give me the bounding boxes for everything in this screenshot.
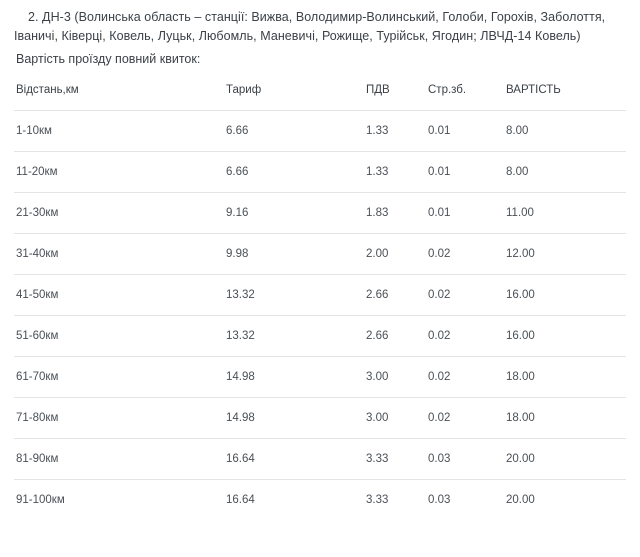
column-header-total: ВАРТІСТЬ (506, 78, 626, 111)
cell-distance: 11-20км (14, 152, 226, 193)
cell-tariff: 14.98 (226, 357, 366, 398)
cell-total: 18.00 (506, 398, 626, 439)
cell-vat: 3.00 (366, 398, 428, 439)
table-row (14, 152, 626, 193)
cell-total: 18.00 (506, 357, 626, 398)
cell-tariff: 6.66 (226, 111, 366, 152)
table-row (14, 357, 626, 398)
column-header-tariff: Тариф (226, 78, 366, 111)
cell-distance: 31-40км (14, 234, 226, 275)
table-header (14, 78, 626, 111)
cell-distance: 91-100км (16, 494, 65, 506)
table-row (14, 316, 626, 357)
cell-tariff: 16.64 (226, 494, 255, 506)
cell-insurance: 0.02 (428, 398, 506, 439)
cell-distance: 41-50км (14, 275, 226, 316)
table-header-row (14, 78, 626, 111)
cell-tariff: 13.32 (226, 316, 366, 357)
cell-vat: 1.83 (366, 193, 428, 234)
cell-total: 20.00 (506, 494, 535, 506)
fare-table (14, 78, 626, 520)
cell-total: 16.00 (506, 275, 626, 316)
cell-insurance: 0.01 (428, 193, 506, 234)
table-row (14, 439, 626, 480)
cell-total: 16.00 (506, 316, 626, 357)
cell-vat: 2.00 (366, 234, 428, 275)
cell-insurance: 0.02 (428, 234, 506, 275)
table-row (14, 480, 626, 521)
column-header-vat: ПДВ (366, 78, 428, 111)
cell-tariff: 6.66 (226, 152, 366, 193)
cell-distance: 21-30км (14, 193, 226, 234)
cell-tariff: 9.16 (226, 193, 366, 234)
cell-distance: 71-80км (14, 398, 226, 439)
cell-insurance: 0.03 (428, 439, 506, 480)
cell-insurance: 0.01 (428, 111, 506, 152)
cell-insurance: 0.03 (428, 494, 451, 506)
cell-distance: 81-90км (14, 439, 226, 480)
cell-vat: 2.66 (366, 275, 428, 316)
table-body (14, 111, 626, 521)
cell-vat: 3.00 (366, 357, 428, 398)
cell-insurance: 0.02 (428, 357, 506, 398)
cell-insurance: 0.01 (428, 152, 506, 193)
cell-total: 20.00 (506, 439, 626, 480)
cell-total: 11.00 (506, 193, 626, 234)
table-row (14, 234, 626, 275)
cell-vat: 1.33 (366, 152, 428, 193)
cell-insurance: 0.02 (428, 316, 506, 357)
page-title: 2. ДН-3 (Волинська область – станції: Вижва, Володимир-Волинський, Голоби, Горохів, Заболоття, Іваничі, Ківерці, Ковель, Луцьк, Любомль, Маневичі, Рожище, Турійськ, Ягодин; ЛВЧД-14 Ковель) (14, 10, 606, 43)
section-subtitle: Вартість проїзду повний квиток: (16, 52, 201, 66)
cell-distance: 61-70км (14, 357, 226, 398)
table-row (14, 398, 626, 439)
cell-distance: 51-60км (14, 316, 226, 357)
table-row (14, 111, 626, 152)
column-header-insurance: Стр.зб. (428, 78, 506, 111)
column-header-distance: Відстань,км (14, 78, 226, 111)
cell-tariff: 13.32 (226, 275, 366, 316)
cell-tariff: 16.64 (226, 439, 366, 480)
cell-vat: 1.33 (366, 111, 428, 152)
cell-vat: 3.33 (366, 494, 389, 506)
cell-total: 8.00 (506, 111, 626, 152)
cell-tariff: 14.98 (226, 398, 366, 439)
table-row (14, 275, 626, 316)
cell-distance: 1-10км (14, 111, 226, 152)
cell-insurance: 0.02 (428, 275, 506, 316)
cell-vat: 2.66 (366, 316, 428, 357)
cell-tariff: 9.98 (226, 234, 366, 275)
cell-total: 8.00 (506, 152, 626, 193)
cell-vat: 3.33 (366, 439, 428, 480)
table-row (14, 193, 626, 234)
cell-total: 12.00 (506, 234, 626, 275)
